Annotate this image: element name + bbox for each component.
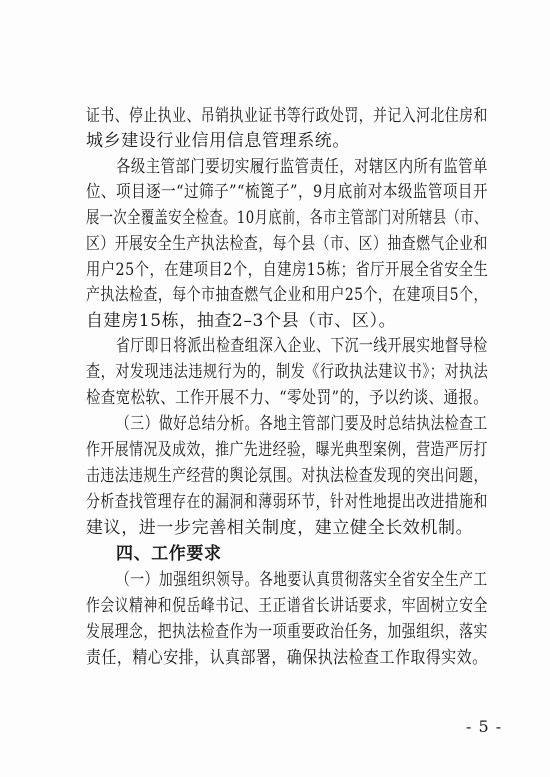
body-text-line: 击违法违规生产经营的舆论氛围。对执法检查发现的突出问题， (86, 466, 488, 486)
body-text-line: 产执法检查，每个市抽查燃气企业和用户25个，在建项目5个， (86, 285, 488, 305)
body-text-line: 展一次全覆盖安全检查。10月底前，各市主管部门对所辖县（市、 (86, 208, 488, 228)
body-text-line: 责任，精心安排，认真部署，确保执法检查工作取得实效。 (86, 648, 488, 668)
body-text-line: 自建房15栋，抽查2–3个县（市、区）。 (86, 311, 397, 331)
body-text-line: （一）加强组织领导。各地要认真贯彻落实全省安全生产工 (116, 570, 488, 590)
body-text-line: 证书、停止执业、吊销执业证书等行政处罚，并记入河北住房和 (86, 106, 488, 126)
section-heading: 四、工作要求 (116, 544, 222, 564)
body-text-line: 区）开展安全生产执法检查，每个县（市、区）抽查燃气企业和 (86, 234, 488, 254)
body-text-line: 用户25个，在建项目2个，自建房15栋；省厅开展全省安全生 (86, 260, 489, 280)
body-text-line: 位、项目逐一“过筛子”“梳篦子”，9月底前对本级监管项目开 (86, 182, 488, 202)
body-text-line: 建议，进一步完善相关制度，建立健全长效机制。 (86, 518, 474, 538)
body-text-line: 城乡建设行业信用信息管理系统。 (86, 131, 350, 151)
body-text-line: 查，对发现违法违规行为的，制发《行政执法建议书》；对执法 (86, 362, 489, 382)
body-text-line: 作会议精神和倪岳峰书记、王正谱省长讲话要求，牢固树立安全 (86, 596, 488, 616)
body-text-line: 检查宽松软、工作开展不力、“零处罚”的，予以约谈、通报。 (86, 388, 489, 408)
body-text-line: 发展理念，把执法检查作为一项重要政治任务，加强组织，落实 (86, 622, 488, 642)
page-number: - 5 - (466, 717, 503, 736)
body-text-line: 作开展情况及成效，推广先进经验，曝光典型案例，营造严厉打 (86, 440, 488, 460)
body-text-line: 省厅即日将派出检查组深入企业、下沉一线开展实地督导检 (116, 336, 488, 356)
body-text-line: 分析查找管理存在的漏洞和薄弱环节，针对性地提出改进措施和 (86, 492, 488, 512)
body-text-line: （三）做好总结分析。各地主管部门要及时总结执法检查工 (116, 414, 488, 434)
body-text-line: 各级主管部门要切实履行监管责任，对辖区内所有监管单 (116, 157, 489, 177)
